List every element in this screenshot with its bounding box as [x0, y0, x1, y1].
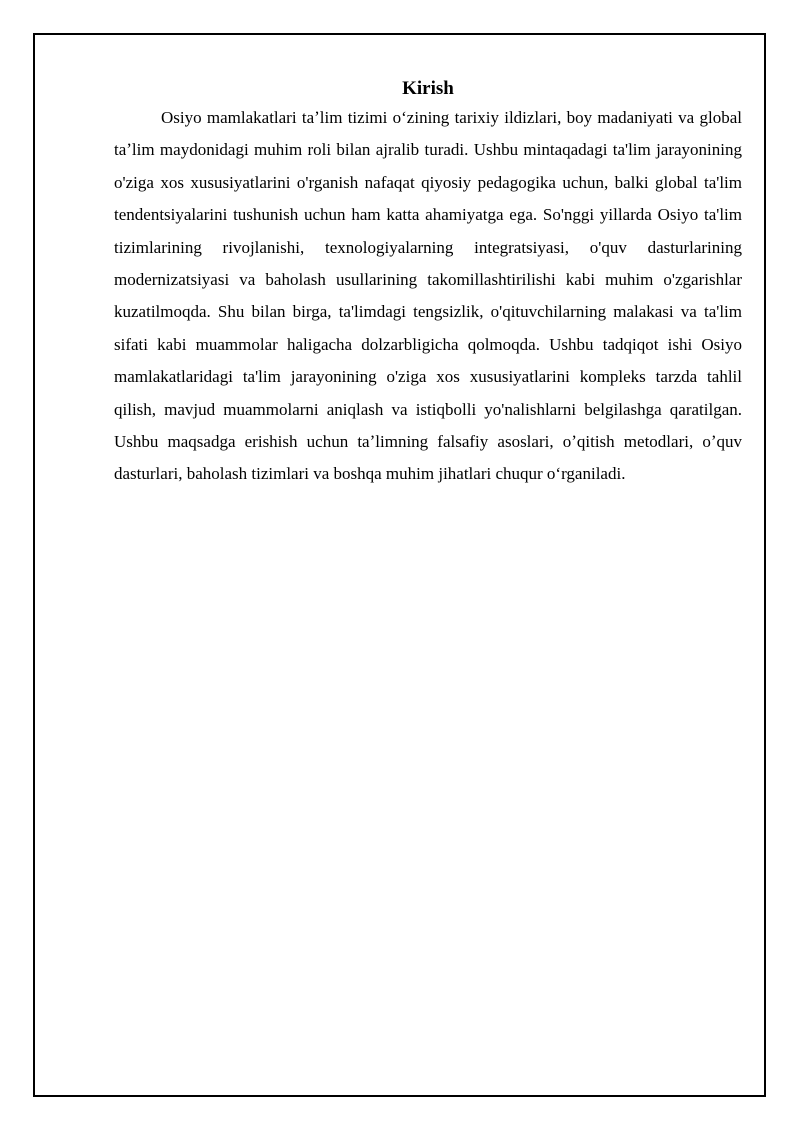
intro-paragraph: Osiyo mamlakatlari taʼlim tizimi oʻzining tarixiy ildizlari, boy madaniyati va global taʼlim maydonidagi muhim roli bilan ajralib turadi. Ushbu mintaqadagi ta'lim jarayonining o'ziga xos xususiyatlarini o'rganish nafaqat qiyosiy pedagogika uchun, balki global ta'lim tendentsiyalarini tushunish uchun ham katta ahamiyatga ega. So'nggi yillarda Osiyo ta'lim tizimlarining rivojlanishi, texnologiyalarning integratsiyasi, o'quv dasturlarining modernizatsiyasi va baholash usullarining takomillashtirilishi kabi muhim o'zgarishlar kuzatilmoqda. Shu bilan birga, ta'limdagi tengsizlik, o'qituvchilarning malakasi va ta'lim sifati kabi muammolar haligacha dolzarbligicha qolmoqda. Ushbu tadqiqot ishi Osiyo mamlakatlaridagi ta'lim jarayonining o'ziga xos xususiyatlarini kompleks tarzda tahlil qilish, mavjud muammolarni aniqlash va istiqbolli yo'nalishlarni belgilashga qaratilgan. Ushbu maqsadga erishish uchun taʼlimning falsafiy asoslari, oʼqitish metodlari, oʼquv dasturlari, baholash tizimlari va boshqa muhim jihatlari chuqur oʻrganiladi.	[114, 108, 742, 484]
document-body	[114, 76, 742, 491]
section-title: Kirish	[402, 78, 454, 99]
